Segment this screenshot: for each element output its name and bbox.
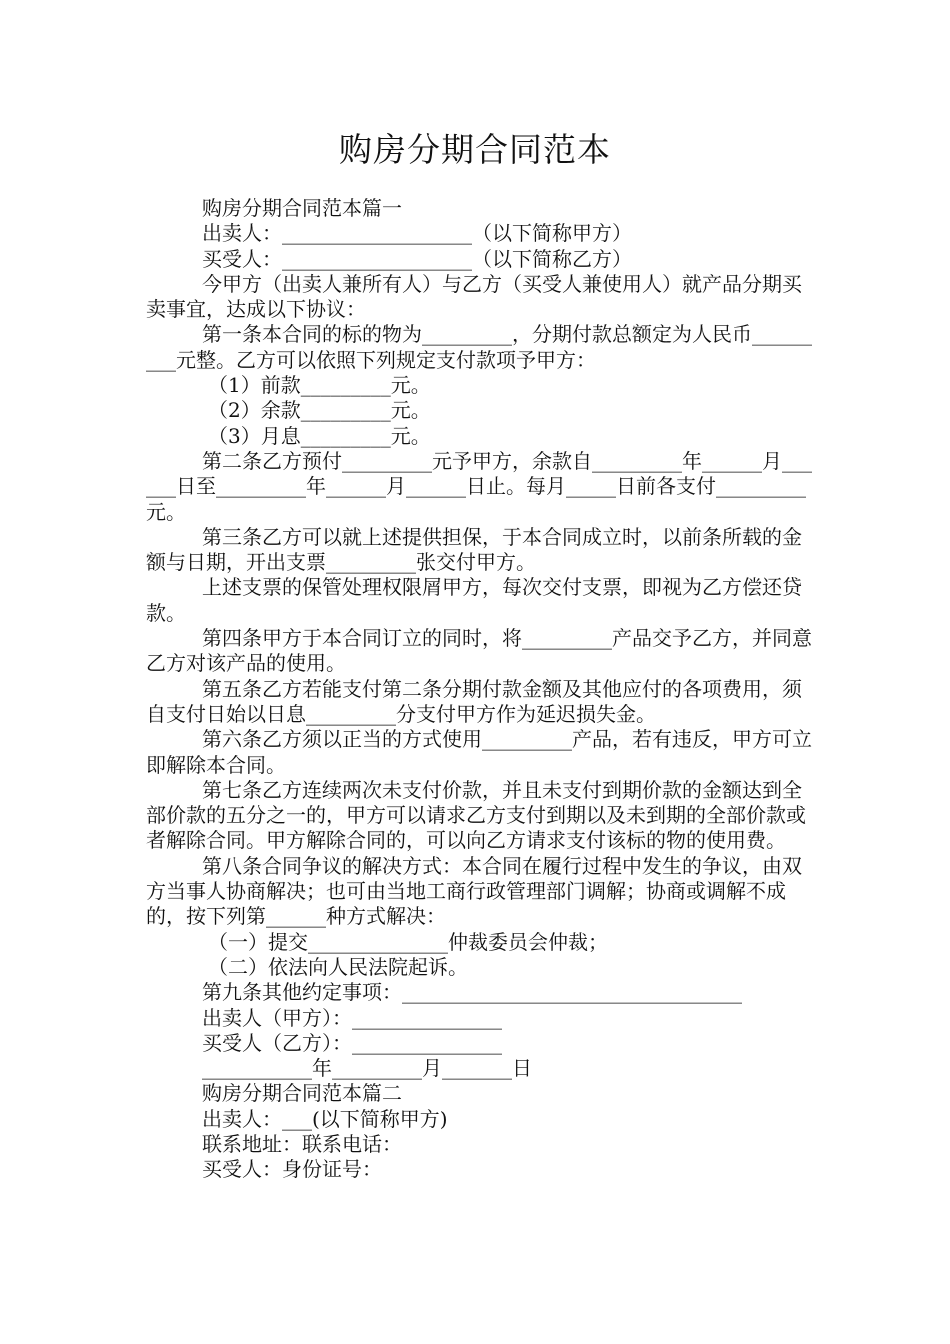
paragraph: 出卖人：___________________（以下简称甲方）	[202, 221, 632, 246]
paragraph: 买受人：身份证号：	[202, 1157, 382, 1182]
paragraph: 出卖人：___(以下简称甲方)	[202, 1106, 448, 1131]
paragraph: 买受人：___________________（以下简称乙方）	[202, 246, 632, 271]
document-body	[146, 196, 814, 1183]
paragraph: ___________年_________月_______日	[202, 1056, 532, 1081]
document-title: 购房分期合同范本	[339, 130, 611, 169]
paragraph: 购房分期合同范本篇二	[202, 1081, 402, 1106]
paragraph: （3）月息_________元。	[208, 423, 431, 448]
paragraph: 第七条乙方连续两次未支付价款，并且未支付到期价款的金额达到全部价款的五分之一的，甲方可以请求乙方支付到期以及未到期的全部价款或者解除合同。甲方解除合同的，可以向乙方请求支付该标的物的使用费。	[146, 777, 806, 853]
paragraph: 购房分期合同范本篇一	[202, 196, 402, 220]
paragraph: 第九条其他约定事项：__________________________________	[202, 980, 742, 1005]
paragraph: 第二条乙方预付_________元予甲方，余款自_________年______月______日至_________年______月______日止。每月_____日前各支付_________元。	[146, 448, 812, 524]
paragraph: 第三条乙方可以就上述提供担保，于本合同成立时，以前条所载的金额与日期，开出支票_________张交付甲方。	[146, 524, 802, 575]
paragraph: 上述支票的保管处理权限屑甲方，每次交付支票，即视为乙方偿还贷款。	[146, 575, 802, 625]
paragraph: （2）余款_________元。	[208, 398, 431, 423]
paragraph: （二）依法向人民法院起诉。	[208, 954, 468, 979]
paragraph: 第一条本合同的标的物为_________，分期付款总额定为人民币_________元整。乙方可以依照下列规定支付款项予甲方：	[146, 322, 812, 372]
paragraph: 第四条甲方于本合同订立的同时，将_________产品交予乙方，并同意乙方对该产品的使用。	[146, 626, 812, 676]
paragraph: （1）前款_________元。	[208, 373, 431, 398]
paragraph: 第五条乙方若能支付第二条分期付款金额及其他应付的各项费用，须自支付日始以日息_________分支付甲方作为延迟损失金。	[146, 676, 802, 726]
paragraph: 买受人（乙方）：_______________	[202, 1030, 502, 1055]
paragraph: 第八条合同争议的解决方式：本合同在履行过程中发生的争议，由双方当事人协商解决；也可由当地工商行政管理部门调解；协商或调解不成的，按下列第______种方式解决：	[146, 853, 802, 929]
paragraph: 联系地址：联系电话：	[202, 1131, 402, 1156]
paragraph: 第六条乙方须以正当的方式使用_________产品，若有违反，甲方可立即解除本合同。	[146, 727, 812, 777]
paragraph: （一）提交______________仲裁委员会仲裁；	[208, 929, 608, 954]
paragraph: 出卖人（甲方）：_______________	[202, 1005, 502, 1030]
paragraph: 今甲方（出卖人兼所有人）与乙方（买受人兼使用人）就产品分期买卖事宜，达成以下协议：	[146, 271, 802, 322]
